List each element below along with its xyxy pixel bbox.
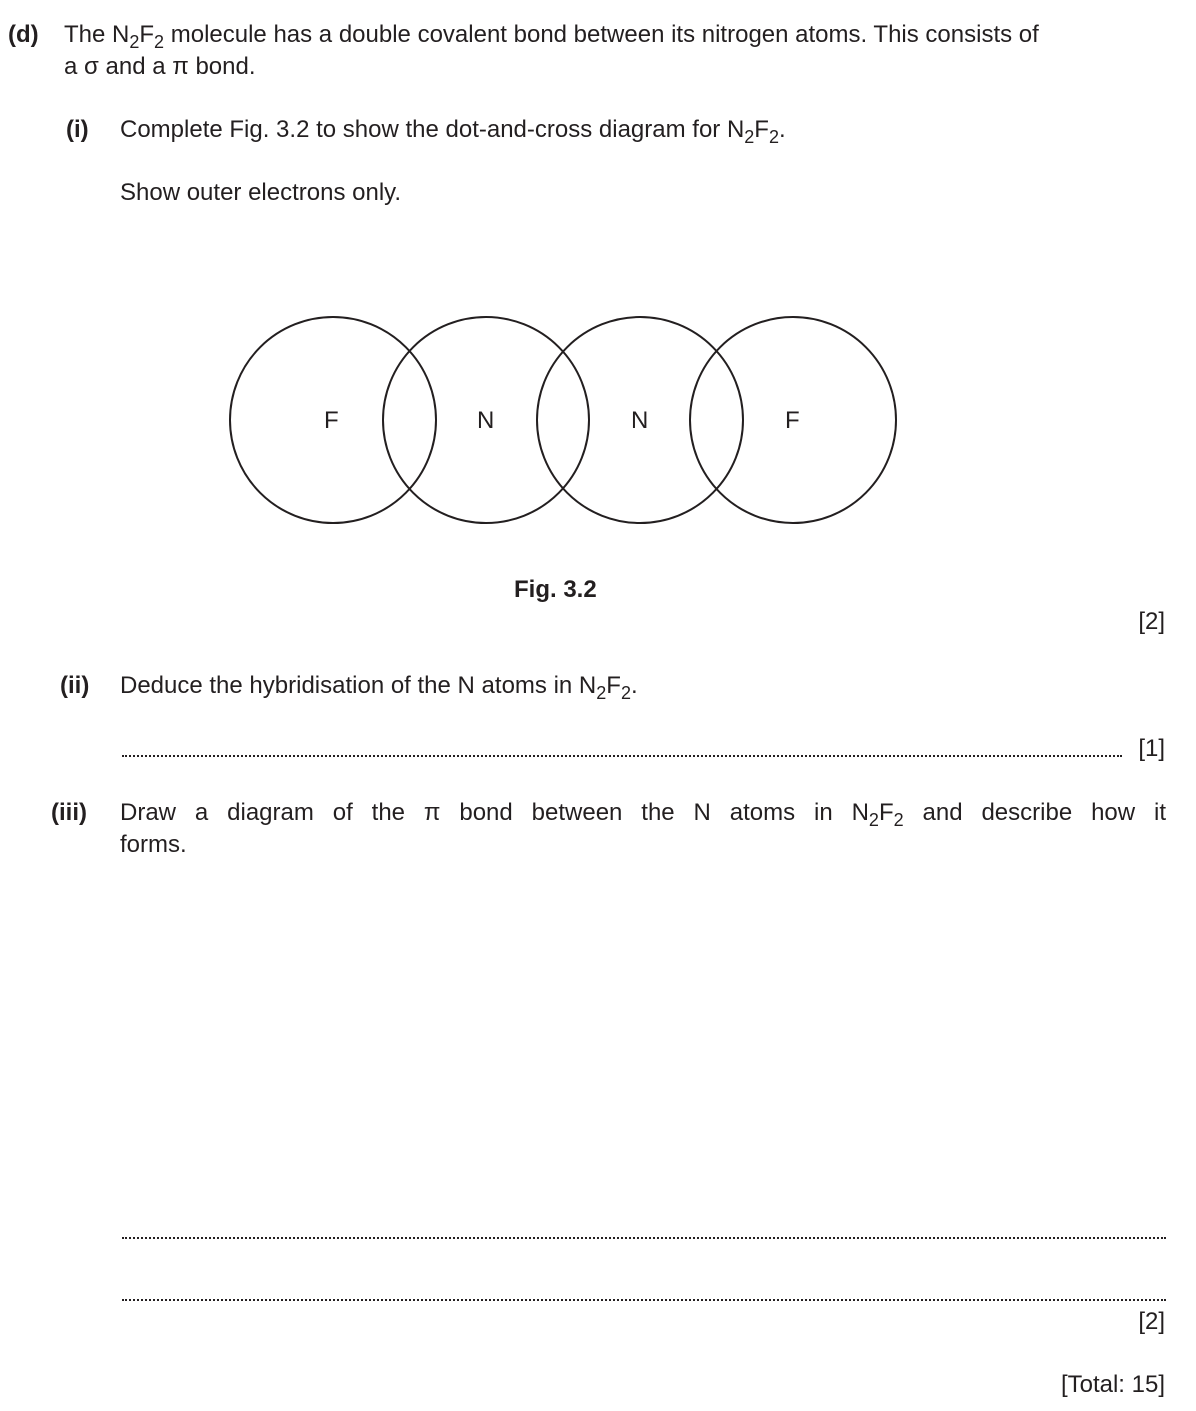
atom-label-n1: N [477,407,495,434]
atom-label-f1: F [324,407,339,434]
part-iii-label: (iii) [51,799,87,826]
part-ii-label: (ii) [60,672,90,699]
part-d-line2: a σ and a π bond. [64,53,256,80]
text: F [754,116,769,143]
part-i-instruction: Show outer electrons only. [120,179,402,206]
part-ii-question [120,672,638,703]
figure-caption: Fig. 3.2 [514,576,597,603]
total-marks: [Total: 15] [1060,1371,1165,1398]
subscript: 2 [868,810,879,830]
part-iii-line2: forms. [120,831,187,858]
text: molecule has a double covalent bond between its nitrogen atoms. This consists of [164,21,1039,48]
text: Draw a diagram of the π bond between the N atoms in N [120,799,869,826]
answer-line-iii-1[interactable] [122,1237,1166,1239]
atom-label-n2: N [631,407,649,434]
answer-line-ii[interactable] [122,755,1122,757]
answer-line-iii-2[interactable] [122,1299,1166,1301]
text: . [778,116,786,143]
text: . [630,672,638,699]
subscript: 2 [154,32,165,52]
marks-iii: [2] [1138,1308,1165,1335]
marks-i: [2] [1138,608,1165,635]
text: The N [64,21,130,48]
subscript: 2 [596,683,607,703]
text: F [878,799,894,826]
text: F [606,672,621,699]
text: Deduce the hybridisation of the N atoms in N [120,672,597,699]
part-i-label: (i) [66,116,89,143]
subscript: 2 [744,127,755,147]
atom-label-f2: F [785,407,800,434]
subscript: 2 [129,32,140,52]
text: F [139,21,155,48]
part-d-label: (d) [8,21,39,48]
marks-ii: [1] [1138,735,1165,762]
text: Complete Fig. 3.2 to show the dot-and-cross diagram for N [120,116,745,143]
part-iii-question [120,799,1166,830]
text: and describe how it [903,799,1166,826]
subscript: 2 [768,127,779,147]
subscript: 2 [620,683,631,703]
subscript: 2 [893,810,904,830]
